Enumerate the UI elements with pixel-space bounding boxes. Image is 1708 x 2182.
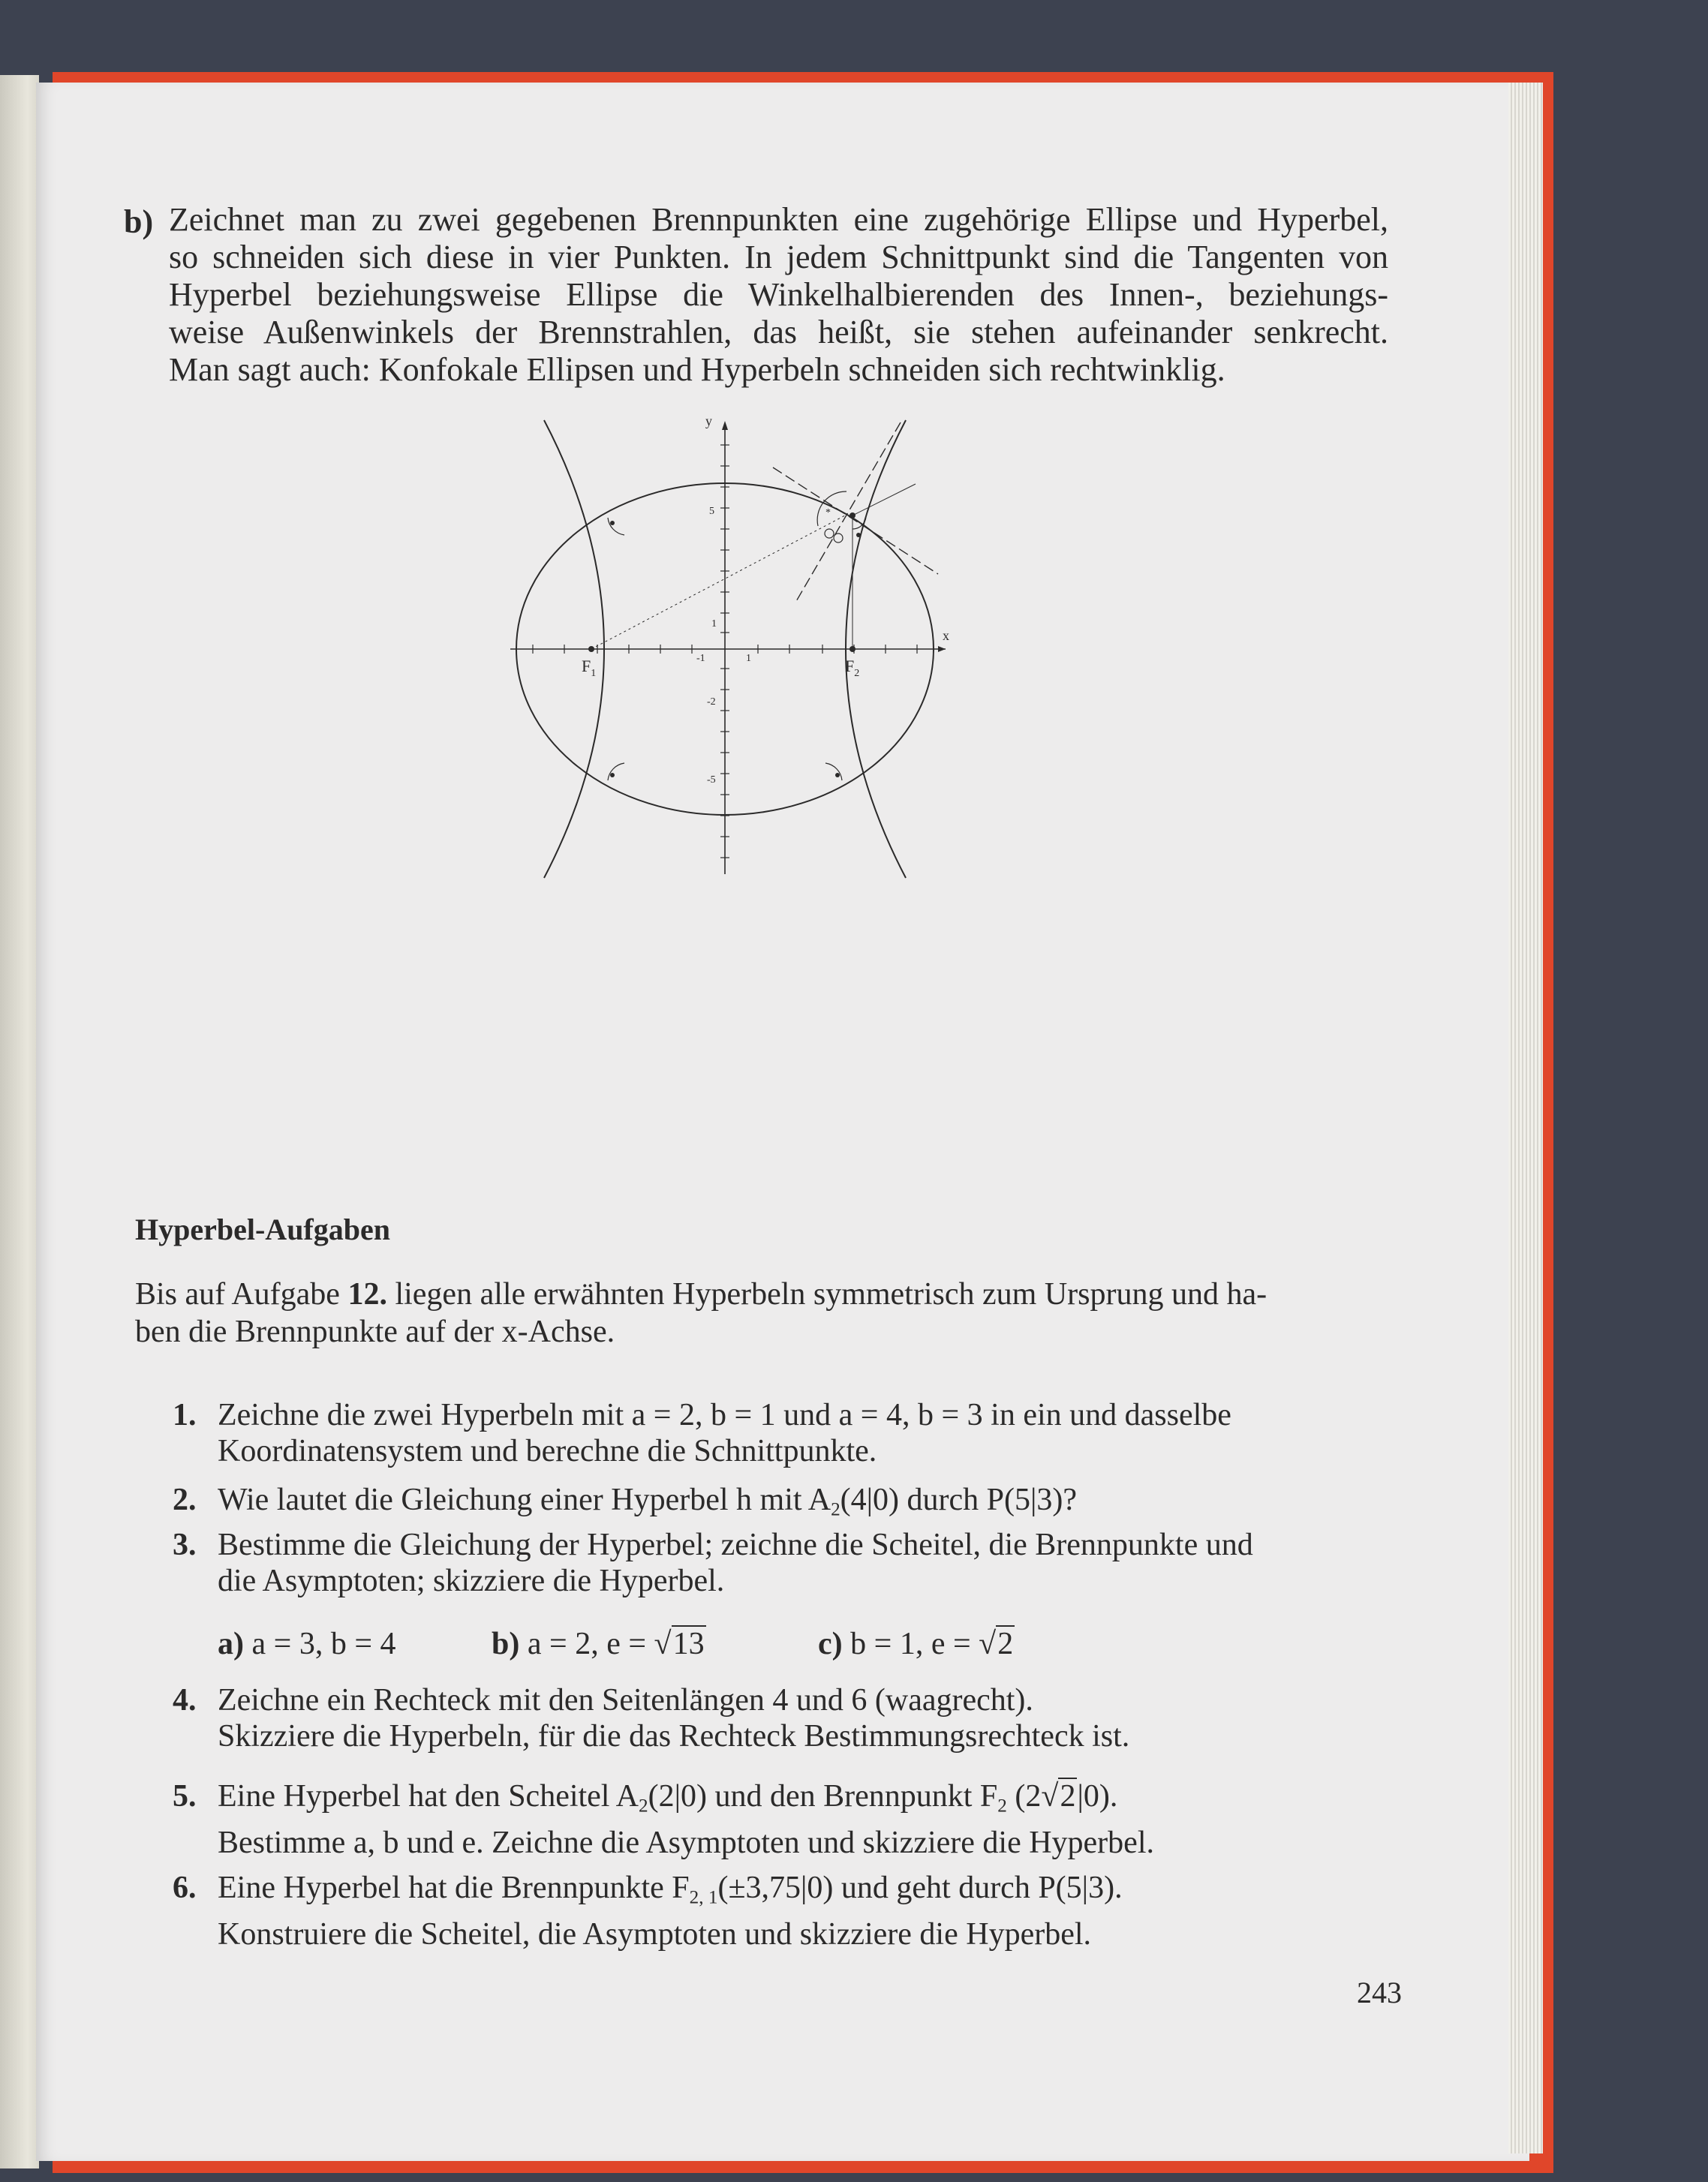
option-b-label: b): [492, 1627, 520, 1661]
right-angle-dot: [610, 773, 615, 777]
task-text: Eine Hyperbel hat den Scheitel A: [218, 1779, 639, 1814]
task-5: [143, 1778, 1403, 1860]
task-text: Zeichne die zwei Hyperbeln mit a = 2, b = 1 und a = 4, b = 3 in ein und dasselbe: [218, 1398, 1231, 1432]
task-number: 6.: [173, 1871, 197, 1905]
option-a-label: a): [218, 1627, 244, 1661]
task-text: Konstruiere die Scheitel, die Asymptoten und skizziere die Hyperbel.: [218, 1916, 1092, 1952]
task-3: [143, 1527, 1403, 1662]
task-text: Eine Hyperbel hat die Brennpunkte F: [218, 1871, 690, 1905]
right-angle-arc: [608, 518, 624, 535]
task-text: (±3,75|0) und geht durch P(5|3).: [717, 1871, 1123, 1905]
x-axis-arrow: [938, 646, 946, 652]
task-6: [143, 1870, 1403, 1952]
intro-pre: Bis auf Aufgabe: [135, 1277, 348, 1312]
option-b-radicand: 13: [672, 1627, 705, 1661]
task-sub: 2, 1: [689, 1887, 718, 1908]
focus-f2-point: [849, 646, 856, 652]
confocal-figure: [495, 409, 961, 889]
section-heading: Hyperbel-Aufgaben: [135, 1213, 390, 1246]
intro-post1: liegen alle erwähnten Hyperbeln symmetrisch zum Ursprung und ha-: [386, 1277, 1267, 1312]
task-number: 5.: [173, 1779, 197, 1814]
x-tick-label: 1: [746, 653, 751, 664]
angle-marker: [825, 529, 834, 538]
intro-post2: ben die Brennpunkte auf der x-Achse.: [135, 1315, 615, 1349]
angle-arc: [817, 491, 846, 526]
task-text: Bestimme die Gleichung der Hyperbel; zeichne die Scheitel, die Brennpunkte und: [218, 1528, 1253, 1562]
y-axis-arrow: [722, 421, 728, 430]
right-angle-dot: [610, 521, 615, 525]
task-number: 3.: [173, 1528, 197, 1562]
task-text: Skizziere die Hyperbeln, für die das Rechteck Bestimmungsrechteck ist.: [218, 1719, 1130, 1754]
angle-star: *: [825, 507, 831, 518]
page-number: 243: [1357, 1976, 1402, 2009]
angle-marker: [834, 533, 843, 542]
task-sub: 2: [639, 1796, 648, 1817]
section-b-line: Man sagt auch: Konfokale Ellipsen und Hyperbeln schneiden sich rechtwinklig.: [169, 351, 1225, 388]
sqrt-symbol: √13: [654, 1627, 705, 1661]
section-b-line: weise Außenwinkels der Brennstrahlen, das heißt, sie stehen aufeinander senkrecht.: [169, 314, 1388, 350]
y-tick-label: -2: [707, 696, 716, 708]
section-b-label: b): [124, 203, 154, 240]
task-1: [143, 1397, 1403, 1472]
intersection-point: [849, 512, 856, 518]
section-b-line: so schneiden sich diese in vier Punkten. In jedem Schnittpunkt sind die Tangenten von: [169, 239, 1388, 275]
sqrt-symbol: √2: [979, 1627, 1014, 1661]
y-tick-label: 1: [711, 618, 717, 630]
tangent-hyperbola: [795, 422, 901, 603]
angle-dot: [856, 533, 861, 537]
task-sub: 2: [997, 1796, 1007, 1817]
option-c-radicand: 2: [997, 1627, 1014, 1661]
task-text: Zeichne ein Rechteck mit den Seitenlängen 4 und 6 (waagrecht).: [218, 1683, 1033, 1718]
option-c-label: c): [818, 1627, 843, 1661]
task-text: (2|0) und den Brennpunkt F: [648, 1779, 998, 1814]
task-number: 1.: [173, 1398, 197, 1432]
task-number: 2.: [173, 1483, 197, 1517]
right-angle-arc: [825, 763, 842, 780]
intro-paragraph: [135, 1276, 1396, 1351]
task-2: [143, 1482, 1403, 1519]
task-text: Wie lautet die Gleichung einer Hyperbel h mit A: [218, 1483, 831, 1517]
task-text: Koordinatensystem und berechne die Schnittpunkte.: [218, 1434, 877, 1468]
y-tick-label: 5: [709, 506, 714, 517]
page-stack-edge: [1508, 83, 1543, 2153]
sqrt-symbol: √2: [1041, 1779, 1076, 1814]
left-page-edge: [0, 75, 39, 2168]
option-c-text: b = 1, e =: [850, 1627, 971, 1661]
focus-f2-label: $F_2$: [845, 657, 860, 679]
task-text: (2: [1015, 1779, 1042, 1814]
y-axis-label: y: [705, 413, 712, 428]
task-text: (4|0) durch P(5|3)?: [840, 1483, 1078, 1517]
intro-bold: 12.: [347, 1277, 387, 1312]
y-tick-label: -5: [707, 774, 716, 786]
option-b-text: a = 2, e =: [527, 1627, 647, 1661]
option-a-text: a = 3, b = 4: [251, 1627, 396, 1661]
task-sub: 2: [831, 1499, 840, 1520]
x-tick-label: -1: [696, 653, 705, 664]
section-b-line: Zeichnet man zu zwei gegebenen Brennpunkten eine zugehörige Ellipse und Hyperbel,: [169, 201, 1388, 238]
focus-f1-point: [588, 646, 594, 652]
task-5-radicand: 2: [1060, 1779, 1076, 1814]
section-b-line: Hyperbel beziehungsweise Ellipse die Winkelhalbierenden des Innen-, beziehungs-: [169, 276, 1388, 313]
section-b-text: [169, 201, 1388, 389]
right-angle-arc: [608, 763, 624, 780]
x-axis-label: x: [943, 628, 949, 643]
task-text: die Asymptoten; skizziere die Hyperbel.: [218, 1564, 725, 1598]
right-angle-dot: [835, 773, 840, 777]
task-number: 4.: [173, 1683, 197, 1718]
task-4: [143, 1682, 1403, 1757]
task-text: |0).: [1077, 1779, 1118, 1814]
focus-f1-label: $F_1$: [582, 657, 597, 679]
task-text: Bestimme a, b und e. Zeichne die Asymptoten und skizziere die Hyperbel.: [218, 1825, 1154, 1860]
